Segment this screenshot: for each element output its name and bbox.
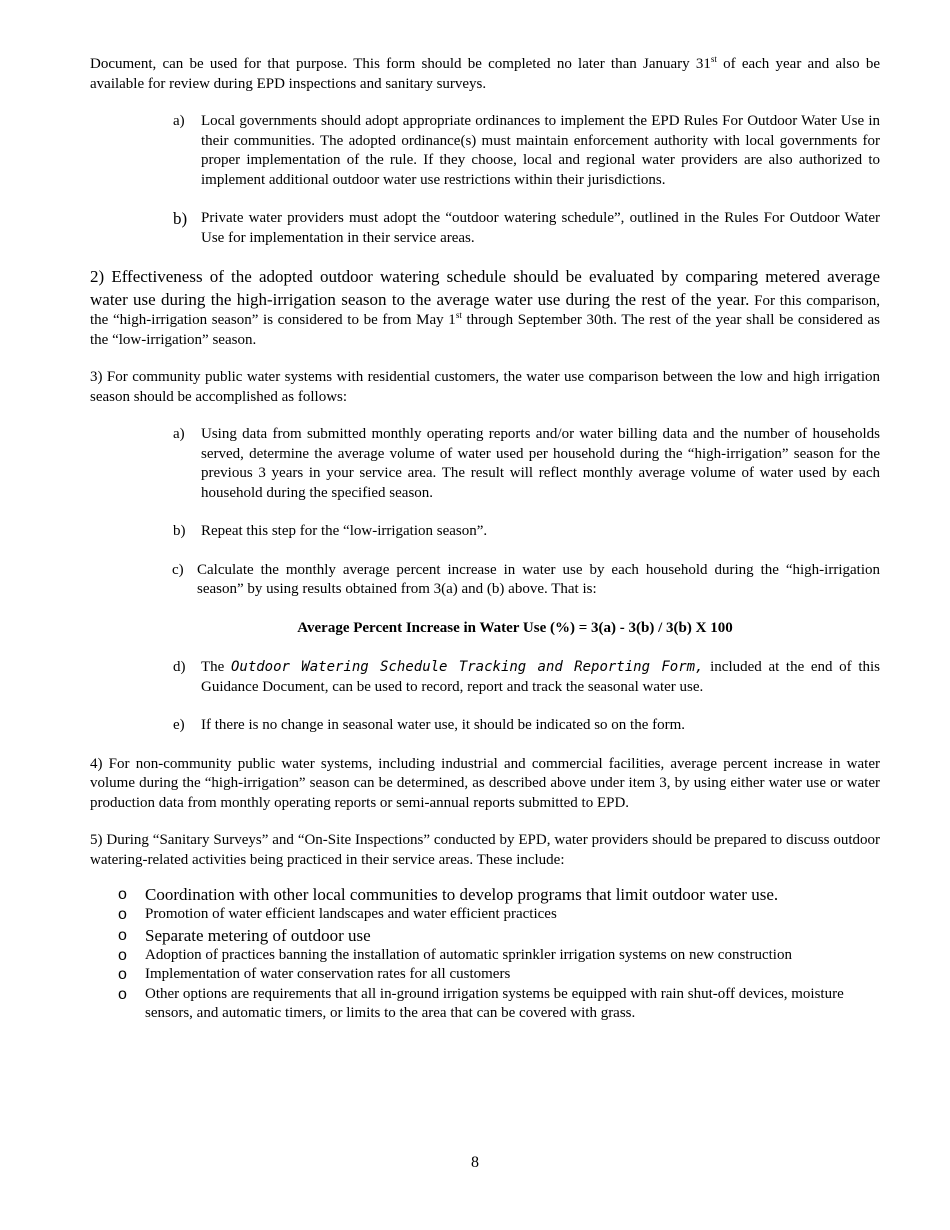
section-5-paragraph: 5) During “Sanitary Surveys” and “On-Site Inspections” conducted by EPD, water providers should be prepared to discuss outdoor watering-related activities being practiced in their service areas. These include:	[90, 832, 880, 868]
section-3-paragraph: 3) For community public water systems with residential customers, the water use comparison between the low and high irrigation season should be accomplished as follows:	[90, 369, 880, 405]
list-label: c)	[172, 561, 184, 578]
bullet-item	[90, 946, 880, 966]
list-text: included at the end of this Guidance Document, can be used to record, report and track the seasonal water use.	[201, 659, 880, 695]
section-2-text-1: For this comparison, the “high-irrigation season” is considered to be from May 1	[90, 292, 880, 328]
section-2-paragraph	[90, 266, 880, 350]
list-item-3e	[90, 716, 880, 736]
bullet-text: Promotion of water efficient landscapes and water efficient practices	[145, 906, 557, 922]
list-item-1a	[90, 112, 880, 190]
bullet-text: Adoption of practices banning the installation of automatic sprinkler irrigation systems on new construction	[145, 946, 792, 963]
list-label: b)	[173, 209, 188, 228]
bullet-item	[90, 884, 880, 905]
intro-text-2: of each year and also be available for review during EPD inspections and sanitary surveys.	[90, 56, 880, 92]
list-text: Private water providers must adopt the “outdoor watering schedule”, outlined in the Rules For Outdoor Water Use for implementation in their service areas.	[201, 210, 880, 246]
section-2-superscript: st	[455, 310, 462, 320]
bullet-item	[90, 905, 880, 925]
bullet-item	[90, 985, 880, 1024]
formula: Average Percent Increase in Water Use (%) = 3(a) - 3(b) / 3(b) X 100	[297, 619, 733, 636]
list-item-3c	[90, 561, 880, 600]
intro-superscript: st	[710, 54, 717, 64]
bullet-text: Separate metering of outdoor use	[145, 925, 371, 945]
page-number: 8	[471, 1154, 479, 1171]
bullet-icon: o	[118, 985, 127, 1003]
bullet-item	[90, 965, 880, 985]
bullet-text: Other options are requirements that all in-ground irrigation systems be equipped with rain shut-off devices, moisture sensors, and automatic timers, or limits to the area that can be covered with grass.	[145, 985, 844, 1021]
list-label: e)	[173, 717, 185, 733]
bullet-icon: o	[118, 926, 127, 944]
list-text: Local governments should adopt appropriate ordinances to implement the EPD Rules For Outdoor Water Use in their communities. The adopted ordinance(s) must maintain enforcement authority with local governments for proper implementation of the rule. If they choose, local and regional water providers are also authorized to implement additional outdoor water use restrictions within their jurisdictions.	[201, 113, 880, 188]
section-2-large-text: 2) Effectiveness of the adopted outdoor watering schedule should be evaluated by comparing metered average water use during the high-irrigation season to the average water use during the rest of the year.	[90, 267, 880, 309]
bullet-text: Coordination with other local communities to develop programs that limit outdoor water use.	[145, 885, 779, 904]
bullet-icon: o	[118, 906, 127, 923]
section-2-text-2: through September 30th. The rest of the year shall be considered as the “low-irrigation” season.	[90, 312, 880, 348]
bullet-icon: o	[118, 886, 127, 903]
list-label: b)	[173, 523, 186, 539]
list-text: Using data from submitted monthly operating reports and/or water billing data and the number of households served, determine the average volume of water used per household during the “high-irrigation” season for the previous 3 years in your service area. The result will reflect monthly average volume of water used by each household during the specified season.	[201, 426, 880, 501]
bullet-icon: o	[118, 946, 127, 964]
bullet-list	[90, 884, 880, 1024]
list-item-1b	[90, 209, 880, 248]
section-4-paragraph: 4) For non-community public water systems, including industrial and commercial facilities, average percent increase in water volume during the “high-irrigation” season can be determined, as described above under item 3, by using either water use or water production data from monthly operating reports or semi-annual reports submitted to EPD.	[90, 755, 880, 811]
list-text: If there is no change in seasonal water use, it should be indicated so on the form.	[201, 717, 686, 733]
list-text: Repeat this step for the “low-irrigation season”.	[201, 523, 488, 539]
list-item-3d	[90, 658, 880, 697]
form-title-italic: Outdoor Watering Schedule Tracking and Reporting Form,	[230, 659, 704, 675]
bullet-icon: o	[118, 966, 127, 983]
bullet-item	[90, 925, 880, 946]
intro-text-1: Document, can be used for that purpose. This form should be completed no later than January 31	[90, 56, 711, 72]
list-item-3a	[90, 425, 880, 503]
document-page	[90, 55, 880, 1024]
list-label: d)	[173, 659, 186, 675]
list-text: The	[201, 659, 231, 675]
list-text: Calculate the monthly average percent increase in water use by each household during the “high-irrigation season” by using results obtained from 3(a) and (b) above. That is:	[197, 561, 880, 597]
list-item-3b	[90, 522, 880, 542]
bullet-text: Implementation of water conservation rates for all customers	[145, 966, 511, 982]
list-label: a)	[173, 113, 185, 129]
list-label: a)	[173, 426, 185, 442]
intro-paragraph	[90, 55, 880, 94]
